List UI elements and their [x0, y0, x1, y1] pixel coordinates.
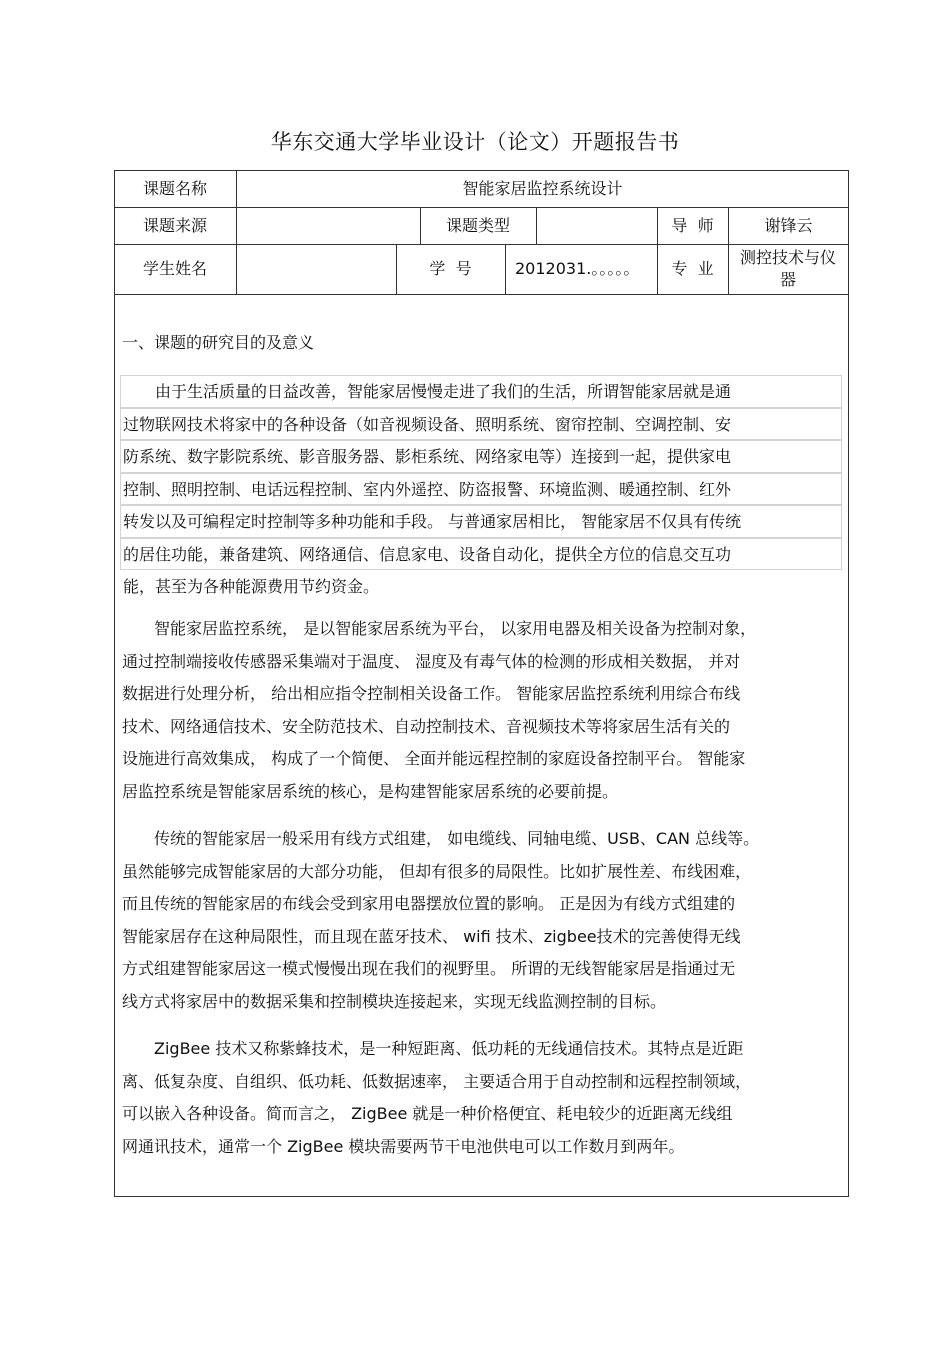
text-line: 能，甚至为各种能源费用节约资金。 [123, 577, 380, 596]
text-line: 可以嵌入各种设备。简而言之， ZigBee 就是一种价格便宜、耗电较少的近距离无线组 [122, 1104, 733, 1123]
paragraph-2 [120, 613, 842, 808]
text-line: 虽然能够完成智能家居的大部分功能， 但却有很多的局限性。比如扩展性差、布线困难， [122, 861, 752, 881]
text-line: 离、低复杂度、自组织、低功耗、低数据速率， 主要适合用于自动控制和远程控制领域， [122, 1071, 752, 1091]
text-line: ZigBee 技术又称紫蜂技术，是一种短距离、低功耗的无线通信技术。其特点是近距 [154, 1039, 744, 1058]
topic-source-label: 课题来源 [142, 215, 207, 235]
advisor-value: 谢锋云 [764, 215, 813, 235]
topic-type-value [536, 207, 657, 244]
section-heading: 一、课题的研究目的及意义 [122, 333, 315, 352]
topic-type-label: 课题类型 [445, 215, 510, 235]
row-divider [114, 294, 849, 295]
text-line: 方式组建智能家居这一模式慢慢出现在我们的视野里。 所谓的无线智能家居是指通过无 [122, 959, 736, 978]
student-name-label: 学生姓名 [142, 259, 207, 278]
text-line: 智能家居存在这种局限性，而且现在蓝牙技术、 wifi 技术、zigbee技术的完善使得无线 [122, 926, 741, 946]
text-line: 防系统、数字影院系统、影音服务器、影柜系统、网络家电等）连接到一起，提供家电 [120, 440, 842, 473]
text-line: 智能家居监控系统， 是以智能家居系统为平台， 以家用电器及相关设备为控制对象， [154, 619, 757, 638]
text-line: 的居住功能，兼备建筑、网络通信、信息家电、设备自动化，提供全方位的信息交互功 [120, 538, 842, 571]
text-line: 设施进行高效集成， 构成了一个简便、 全面并能远程控制的家庭设备控制平台。 智能家 [122, 749, 746, 768]
text-line: 而且传统的智能家居的布线会受到家用电器摆放位置的影响。 正是因为有线方式组建的 [122, 894, 736, 913]
text-line: 网通讯技术，通常一个 ZigBee 模块需要两节干电池供电可以工作数月到两年。 [122, 1136, 685, 1156]
paragraph-4 [120, 1033, 842, 1163]
text-line: 通过控制端接收传感器采集端对于温度、 湿度及有毒气体的检测的形成相关数据， 并对 [122, 651, 741, 671]
student-id-label: 学 号 [429, 259, 472, 278]
paragraph-3 [120, 823, 842, 1018]
major-value: 测控技术与仪器 [739, 248, 836, 289]
topic-name-value: 智能家居监控系统设计 [462, 178, 623, 198]
text-line: 数据进行处理分析， 给出相应指令控制相关设备工作。 智能家居监控系统利用综合布线 [122, 684, 741, 703]
text-line: 控制、照明控制、电话远程控制、室内外遥控、防盗报警、环境监测、暖通控制、红外 [120, 473, 842, 506]
paragraph-1 [120, 375, 842, 603]
text-line: 技术、网络通信技术、安全防范技术、自动控制技术、音视频技术等将家居生活有关的 [122, 716, 731, 736]
student-id-value: 2012031.。。。。。 [515, 259, 640, 278]
topic-source-value [236, 207, 420, 244]
advisor-label: 导 师 [671, 215, 714, 235]
major-label: 专 业 [671, 259, 714, 278]
text-line: 线方式将家居中的数据采集和控制模块连接起来，实现无线监测控制的目标。 [122, 991, 667, 1011]
text-line: 传统的智能家居一般采用有线方式组建， 如电缆线、同轴电缆、USB、CAN 总线等。 [154, 829, 760, 848]
text-line: 由于生活质量的日益改善，智能家居慢慢走进了我们的生活，所谓智能家居就是通 [120, 375, 842, 408]
text-line: 过物联网技术将家中的各种设备（如音视频设备、照明系统、窗帘控制、空调控制、安 [120, 408, 842, 441]
document-title: 华东交通大学毕业设计（论文）开题报告书 [270, 130, 680, 154]
student-name-value [236, 244, 396, 294]
topic-name-label: 课题名称 [142, 178, 207, 198]
text-line: 转发以及可编程定时控制等多种功能和手段。 与普通家居相比， 智能家居不仅具有传统 [120, 505, 842, 538]
text-line: 居监控系统是智能家居系统的核心，是构建智能家居系统的必要前提。 [122, 781, 619, 801]
